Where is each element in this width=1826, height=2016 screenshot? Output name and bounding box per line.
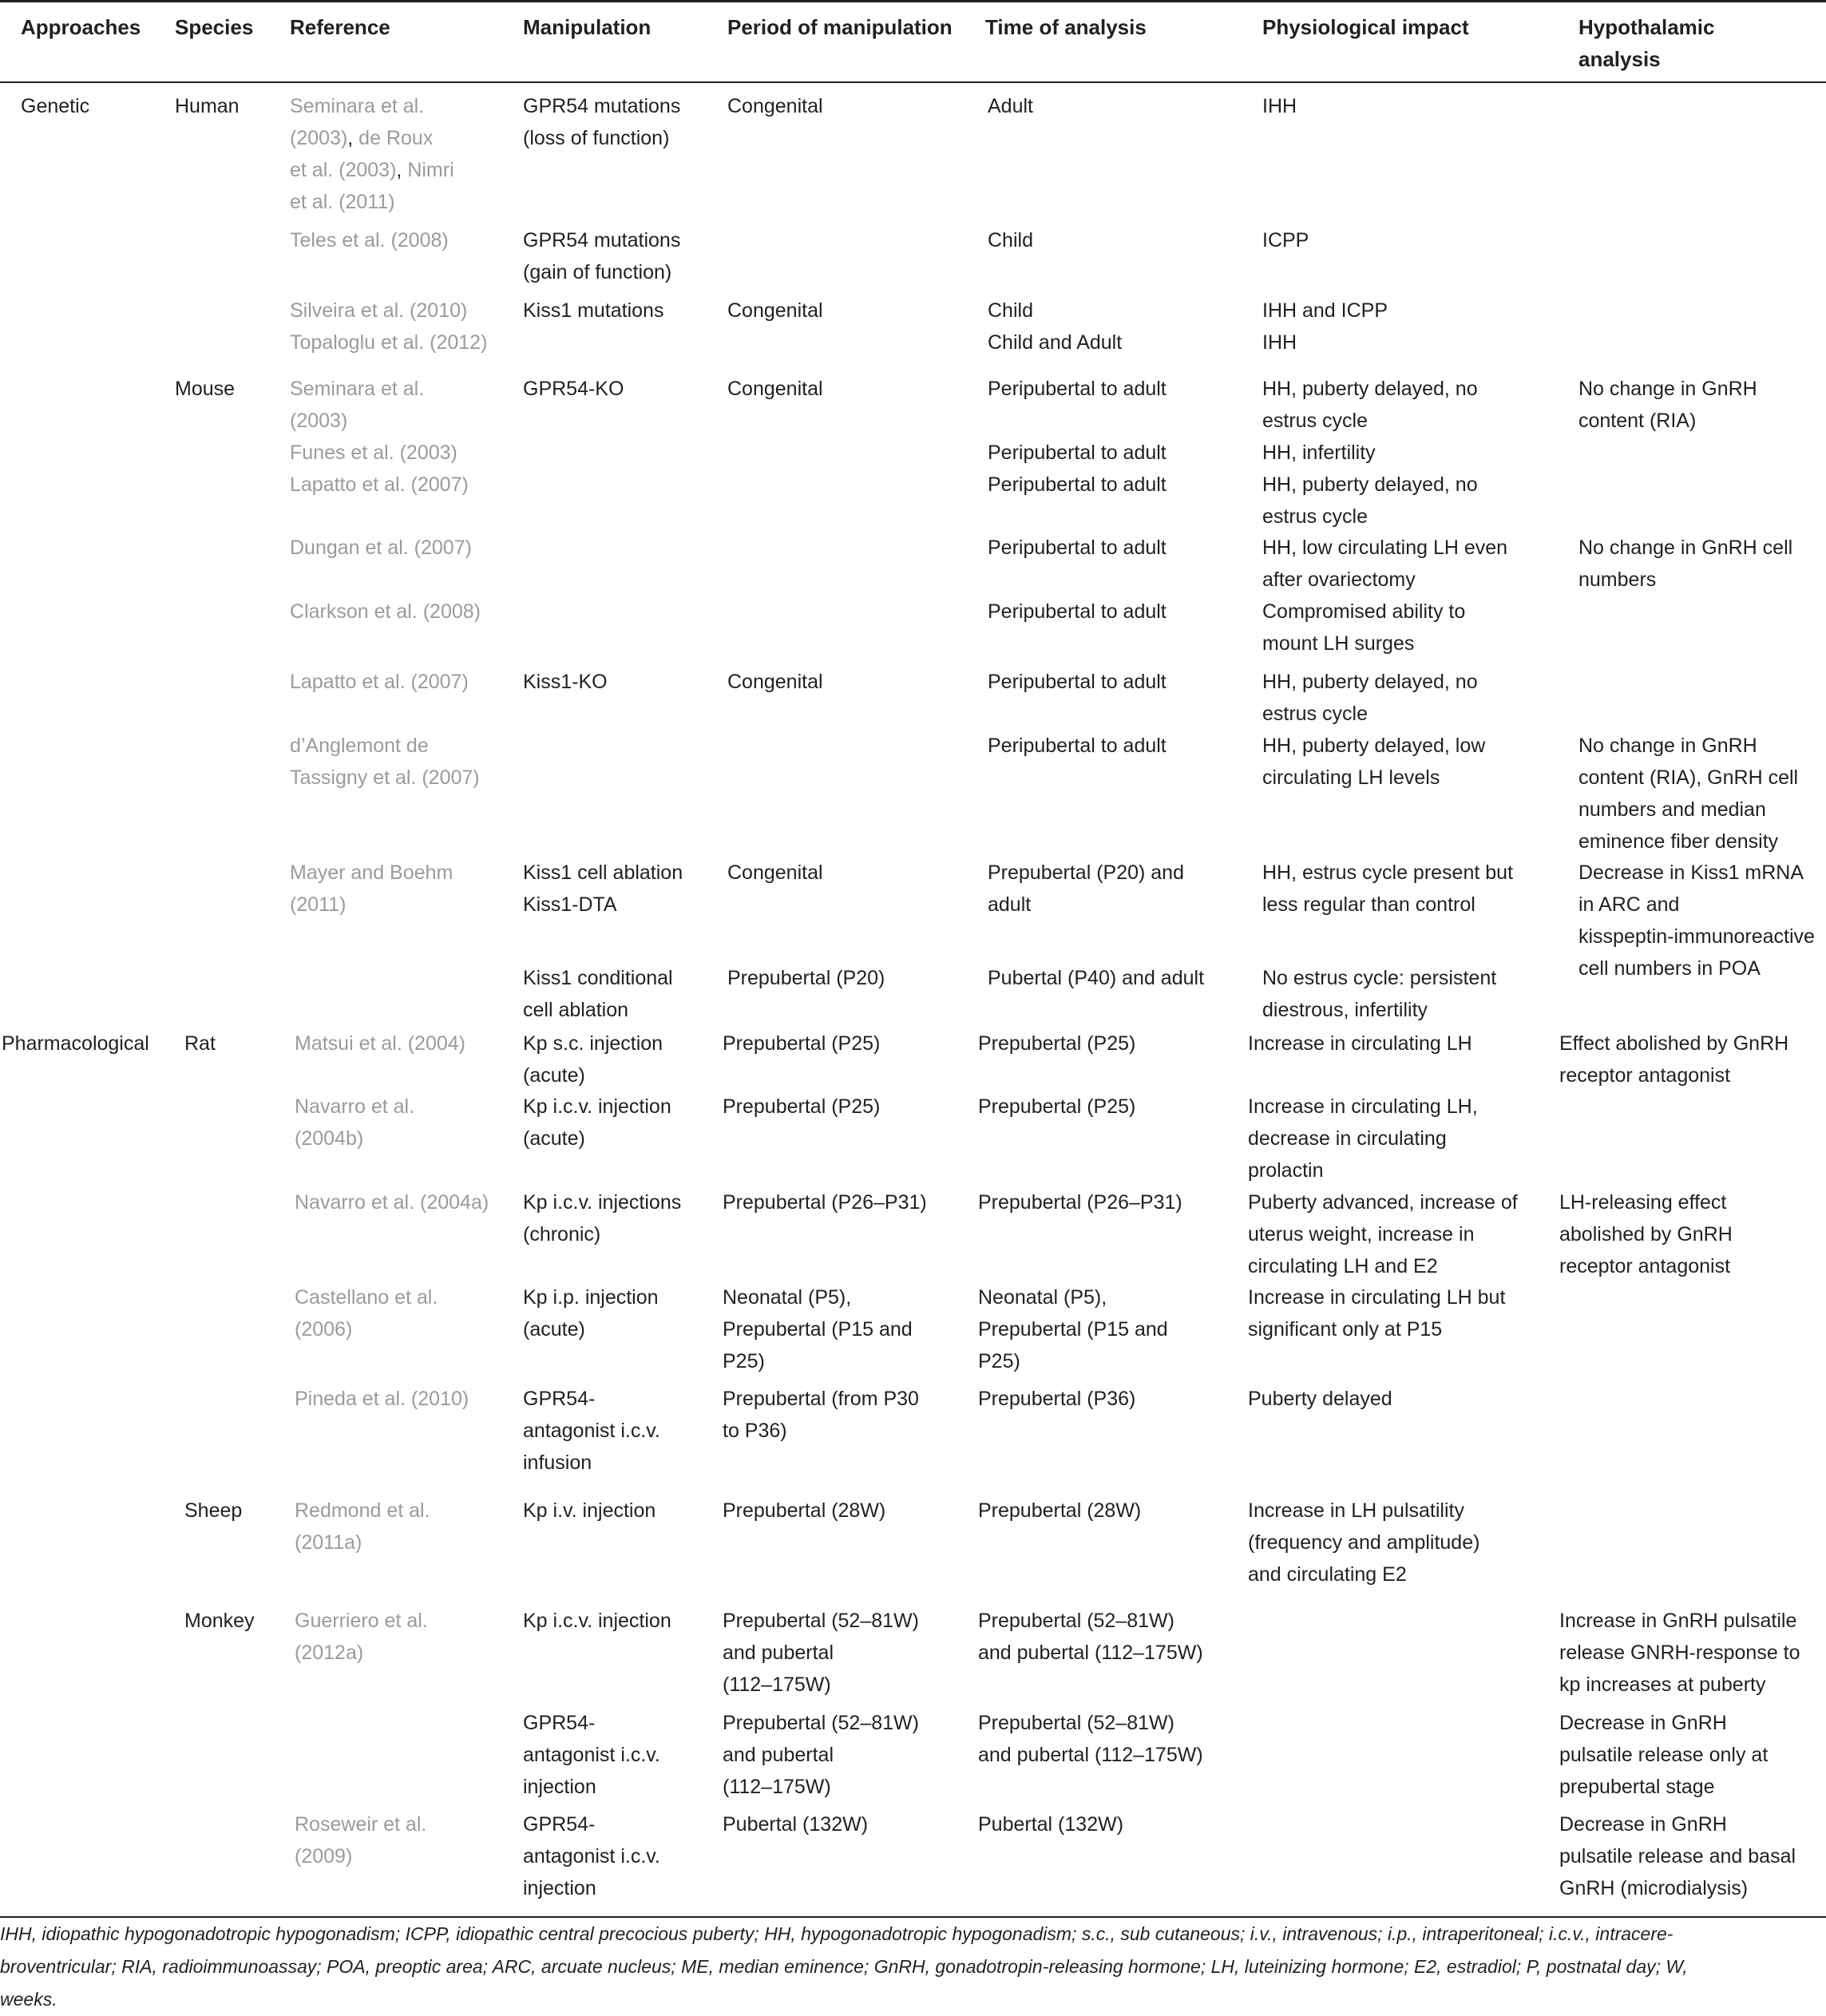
cell-time-of-analysis: Peripubertal to adult: [988, 442, 1167, 464]
cell-species: Human: [175, 95, 240, 117]
cell-manipulation: GPR54- antagonist i.c.v. infusion: [523, 1388, 660, 1474]
cell-physiological-impact: Increase in circulating LH but significant only at P15: [1248, 1286, 1506, 1341]
cell-time-of-analysis: Prepubertal (28W): [978, 1499, 1142, 1522]
cell-time-of-analysis: Prepubertal (52–81W) and pubertal (112–175W): [978, 1610, 1203, 1664]
cell-physiological-impact: IHH: [1262, 331, 1297, 354]
cell-time-of-analysis: Prepubertal (P25): [978, 1032, 1136, 1055]
cell-period: Prepubertal (P25): [723, 1095, 881, 1118]
cell-time-of-analysis: Peripubertal to adult: [988, 600, 1167, 623]
cell-manipulation: Kiss1 cell ablation Kiss1-DTA: [523, 861, 683, 916]
header-physiological-impact: Physiological impact: [1262, 15, 1469, 39]
reference-link[interactable]: de Roux: [358, 127, 434, 149]
cell-hypothalamic-analysis: Effect abolished by GnRH receptor antagonist: [1559, 1032, 1789, 1087]
reference-link[interactable]: Guerriero et al. (2012a): [295, 1610, 428, 1664]
cell-species: Monkey: [184, 1610, 255, 1632]
cell-manipulation: Kp i.p. injection (acute): [523, 1286, 659, 1341]
cell-physiological-impact: Increase in circulating LH: [1248, 1032, 1472, 1055]
cell-approach: Pharmacological: [2, 1032, 149, 1055]
reference-link[interactable]: Pineda et al. (2010): [295, 1388, 469, 1410]
header-time-of-analysis: Time of analysis: [985, 15, 1147, 39]
reference-link[interactable]: et al. (2003): [290, 159, 397, 181]
cell-physiological-impact: HH, puberty delayed, no estrus cycle: [1262, 671, 1478, 725]
cell-hypothalamic-analysis: Decrease in Kiss1 mRNA in ARC and kisspeptin-immunoreactive cell numbers in POA: [1578, 861, 1815, 980]
reference-link[interactable]: Redmond et al. (2011a): [295, 1499, 430, 1554]
reference-link[interactable]: et al. (2011): [290, 191, 395, 213]
cell-hypothalamic-analysis: Decrease in GnRH pulsatile release and basal GnRH (microdialysis): [1559, 1813, 1796, 1899]
cell-period: Prepubertal (from P30 to P36): [723, 1388, 919, 1442]
cell-approach: Genetic: [21, 95, 90, 117]
cell-period: Neonatal (P5), Prepubertal (P15 and P25): [723, 1286, 913, 1372]
header-hypothalamic-analysis: Hypothalamic analysis: [1578, 15, 1715, 71]
cell-period: Prepubertal (P20): [727, 967, 885, 989]
reference-link[interactable]: Mayer and Boehm (2011): [290, 861, 454, 916]
cell-time-of-analysis: Peripubertal to adult: [988, 537, 1167, 559]
cell-time-of-analysis: Neonatal (P5), Prepubertal (P15 and P25): [978, 1286, 1168, 1372]
cell-period: Prepubertal (28W): [723, 1499, 886, 1522]
header-approaches: Approaches: [21, 15, 141, 39]
reference-link[interactable]: d’Anglemont de Tassigny et al. (2007): [290, 735, 480, 789]
reference-link[interactable]: Roseweir et al. (2009): [295, 1813, 427, 1867]
cell-time-of-analysis: Adult: [988, 95, 1033, 117]
reference-link[interactable]: Clarkson et al. (2008): [290, 600, 481, 623]
header-rule: [0, 81, 1826, 83]
cell-manipulation: GPR54 mutations (loss of function): [523, 95, 681, 149]
cell-physiological-impact: HH, low circulating LH even after ovariectomy: [1262, 537, 1508, 591]
reference-link[interactable]: Funes et al. (2003): [290, 442, 457, 464]
cell-species: Sheep: [184, 1499, 243, 1522]
reference-link[interactable]: Topaloglu et al. (2012): [290, 331, 488, 354]
cell-time-of-analysis: Peripubertal to adult: [988, 735, 1167, 757]
cell-manipulation: Kiss1 conditional cell ablation: [523, 967, 673, 1021]
cell-manipulation: Kp s.c. injection (acute): [523, 1032, 663, 1087]
reference-link[interactable]: Nimri: [407, 159, 454, 181]
cell-manipulation: GPR54- antagonist i.c.v. injection: [523, 1813, 660, 1899]
reference-link[interactable]: Navarro et al. (2004a): [295, 1191, 489, 1214]
cell-period: Prepubertal (P25): [723, 1032, 881, 1055]
reference-link[interactable]: Seminara et al. (2003): [290, 95, 425, 149]
table-footnote: IHH, idiopathic hypogonadotropic hypogonadism; ICPP, idiopathic central precocious puberty; HH, hypogonadotropic hypogonadism; s.c., sub cutaneous; i.v., intravenous; i.p., intraperitoneal; i.c.v., intracere- broventricular; RIA, radioimmunoassay; POA, preoptic area; ARC, arcuate nucleus; ME, median eminence; GnRH, gonadotropin-releasing hormone; LH, luteinizing hormone; E2, estradiol; P, postnatal day; W, weeks.: [0, 1923, 1688, 2010]
cell-period: Congenital: [727, 671, 823, 693]
cell-time-of-analysis: Prepubertal (P20) and adult: [988, 861, 1184, 916]
cell-hypothalamic-analysis: LH-releasing effect abolished by GnRH receptor antagonist: [1559, 1191, 1733, 1277]
cell-time-of-analysis: Pubertal (P40) and adult: [988, 967, 1205, 989]
cell-species: Rat: [184, 1032, 216, 1055]
cell-time-of-analysis: Prepubertal (52–81W) and pubertal (112–175W): [978, 1712, 1203, 1766]
cell-physiological-impact: Puberty delayed: [1248, 1388, 1392, 1410]
cell-hypothalamic-analysis: No change in GnRH content (RIA), GnRH cell numbers and median eminence fiber density: [1578, 735, 1799, 853]
cell-physiological-impact: HH, puberty delayed, no estrus cycle: [1262, 378, 1478, 432]
header-manipulation: Manipulation: [523, 15, 652, 39]
cell-manipulation: GPR54 mutations (gain of function): [523, 229, 681, 283]
cell-physiological-impact: Compromised ability to mount LH surges: [1262, 600, 1466, 655]
cell-physiological-impact: HH, estrus cycle present but less regular than control: [1262, 861, 1514, 916]
cell-manipulation: Kp i.v. injection: [523, 1499, 656, 1522]
cell-physiological-impact: No estrus cycle: persistent diestrous, infertility: [1262, 967, 1497, 1021]
cell-physiological-impact: ICPP: [1262, 229, 1309, 252]
cell-physiological-impact: IHH: [1262, 95, 1297, 117]
cell-physiological-impact: HH, infertility: [1262, 442, 1376, 464]
cell-manipulation: GPR54-KO: [523, 378, 624, 400]
cell-time-of-analysis: Child and Adult: [988, 331, 1123, 354]
cell-time-of-analysis: Child: [988, 299, 1033, 322]
cell-time-of-analysis: Prepubertal (P25): [978, 1095, 1136, 1118]
cell-hypothalamic-analysis: Increase in GnRH pulsatile release GNRH-response to kp increases at puberty: [1559, 1610, 1800, 1696]
cell-manipulation: Kiss1-KO: [523, 671, 608, 693]
cell-period: Prepubertal (52–81W) and pubertal (112–175W): [723, 1610, 919, 1696]
cell-manipulation: Kp i.c.v. injection: [523, 1610, 671, 1632]
header-period-of-manipulation: Period of manipulation: [727, 15, 953, 39]
cell-time-of-analysis: Pubertal (132W): [978, 1813, 1124, 1836]
cell-manipulation: Kp i.c.v. injections (chronic): [523, 1191, 682, 1246]
reference-link[interactable]: Navarro et al. (2004b): [295, 1095, 415, 1150]
cell-physiological-impact: HH, puberty delayed, no estrus cycle: [1262, 473, 1478, 528]
reference-link[interactable]: Teles et al. (2008): [290, 229, 449, 252]
cell-period: Congenital: [727, 95, 823, 117]
cell-period: Pubertal (132W): [723, 1813, 869, 1836]
cell-time-of-analysis: Peripubertal to adult: [988, 473, 1167, 496]
header-species: Species: [175, 15, 254, 39]
cell-period: Prepubertal (P26–P31): [723, 1191, 927, 1214]
cell-physiological-impact: IHH and ICPP: [1262, 299, 1388, 322]
cell-manipulation: GPR54- antagonist i.c.v. injection: [523, 1712, 660, 1798]
cell-period: Congenital: [727, 299, 823, 322]
reference-link[interactable]: Dungan et al. (2007): [290, 537, 472, 559]
cell-manipulation: Kp i.c.v. injection (acute): [523, 1095, 671, 1150]
cell-physiological-impact: Puberty advanced, increase of uterus weight, increase in circulating LH and E2: [1248, 1191, 1518, 1277]
reference-link[interactable]: Lapatto et al. (2007): [290, 473, 469, 496]
reference-link[interactable]: Castellano et al. (2006): [295, 1286, 438, 1341]
cell-time-of-analysis: Peripubertal to adult: [988, 671, 1167, 693]
cell-reference: [290, 90, 454, 218]
cell-hypothalamic-analysis: Decrease in GnRH pulsatile release only at prepubertal stage: [1559, 1712, 1769, 1798]
top-rule: [0, 0, 1826, 2]
cell-time-of-analysis: Peripubertal to adult: [988, 378, 1167, 400]
reference-link[interactable]: Seminara et al. (2003): [290, 378, 425, 432]
reference-link[interactable]: Matsui et al. (2004): [295, 1032, 465, 1055]
cell-physiological-impact: HH, puberty delayed, low circulating LH levels: [1262, 735, 1486, 789]
reference-link[interactable]: Silveira et al. (2010): [290, 299, 468, 322]
reference-link[interactable]: Lapatto et al. (2007): [290, 671, 469, 693]
reference-separator: ,: [347, 127, 359, 149]
cell-manipulation: Kiss1 mutations: [523, 299, 664, 322]
cell-period: Prepubertal (52–81W) and pubertal (112–175W): [723, 1712, 919, 1798]
header-reference: Reference: [290, 15, 390, 39]
cell-time-of-analysis: Prepubertal (P36): [978, 1388, 1136, 1410]
cell-physiological-impact: Increase in circulating LH, decrease in circulating prolactin: [1248, 1095, 1478, 1182]
cell-species: Mouse: [175, 378, 236, 400]
cell-physiological-impact: Increase in LH pulsatility (frequency and amplitude) and circulating E2: [1248, 1499, 1480, 1586]
cell-time-of-analysis: Prepubertal (P26–P31): [978, 1191, 1182, 1214]
cell-period: Congenital: [727, 378, 823, 400]
reference-separator: ,: [396, 159, 408, 181]
cell-hypothalamic-analysis: No change in GnRH content (RIA): [1578, 378, 1757, 432]
cell-hypothalamic-analysis: No change in GnRH cell numbers: [1578, 537, 1793, 591]
cell-time-of-analysis: Child: [988, 229, 1033, 252]
cell-period: Congenital: [727, 861, 823, 884]
